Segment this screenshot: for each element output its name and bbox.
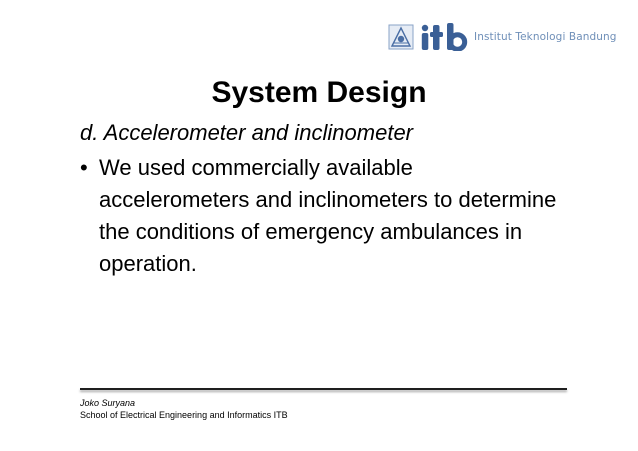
itb-seal-icon xyxy=(388,24,414,50)
institution-name: Institut Teknologi Bandung xyxy=(474,31,617,43)
bullet-item xyxy=(80,152,560,280)
itb-logo xyxy=(388,22,617,52)
itb-wordmark-icon xyxy=(418,23,468,51)
footer xyxy=(80,397,288,421)
footer-author: Joko Suryana xyxy=(80,398,136,408)
footer-divider xyxy=(80,388,567,390)
slide-subtitle: d. Accelerometer and inclinometer xyxy=(80,120,414,145)
footer-affiliation: School of Electrical Engineering and Informatics ITB xyxy=(80,410,288,420)
slide-title: System Design xyxy=(211,76,427,110)
bullet-list xyxy=(80,152,560,280)
bullet-marker: • xyxy=(80,155,88,180)
bullet-text: We used commercially available accelerometers and inclinometers to determine the conditions of emergency ambulances in operation. xyxy=(99,155,557,276)
